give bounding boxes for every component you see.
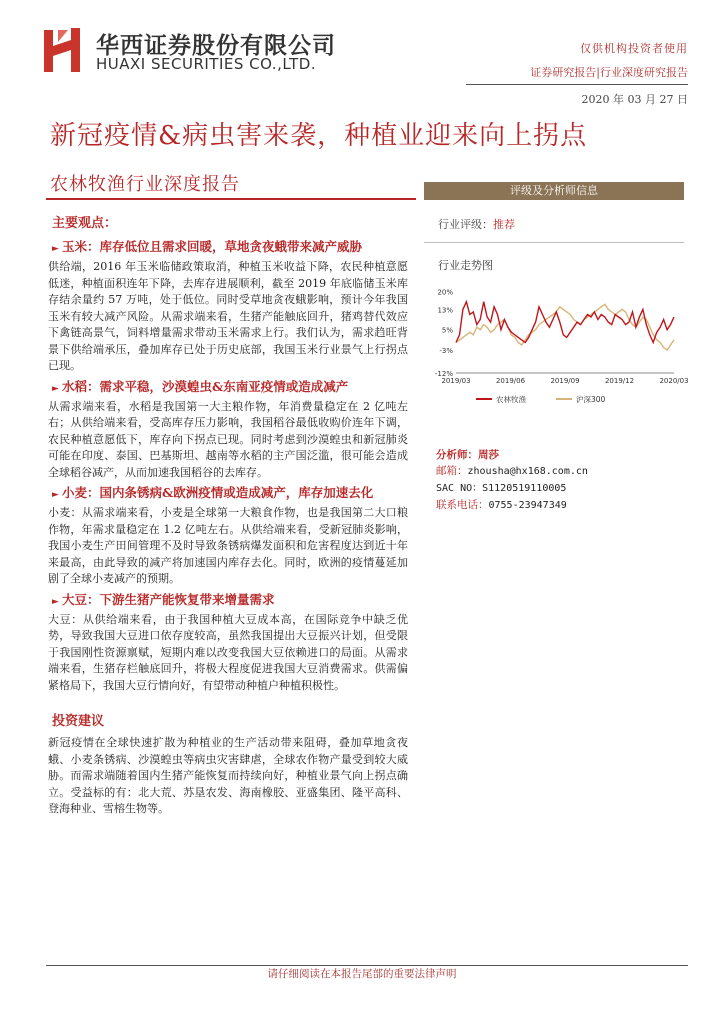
investor-tag: 仅供机构投资者使用 (580, 42, 688, 55)
industry-rating: 行业评级：推荐 (438, 218, 515, 231)
company-name-cn: 华西证券股份有限公司 (96, 33, 336, 59)
y-tick-label: -12% (434, 370, 453, 378)
x-tick-label: 2019/03 (441, 377, 471, 385)
sidebar-divider (424, 242, 684, 243)
legend-label: 沪深300 (576, 395, 606, 404)
rating-value: 推荐 (493, 218, 515, 231)
x-tick-label: 2019/09 (550, 377, 580, 385)
analyst-info (436, 447, 684, 514)
analyst-name: 周莎 (478, 449, 499, 461)
company-name-en: HUAXI SECURITIES CO.,LTD. (96, 55, 317, 73)
triangle-bullet-icon: ► (52, 244, 59, 254)
sidebar-header: 评级及分析师信息 (424, 182, 684, 200)
subtitle-divider (46, 198, 416, 200)
analyst-sac: S1120519110005 (482, 483, 567, 494)
trend-chart-label: 行业走势图 (438, 259, 493, 272)
analyst-row: 分析师：周莎 (436, 449, 499, 461)
point-heading-wheat: ► 小麦：国内条锈病&欧洲疫情或造成减产，库存加速去化 (48, 483, 408, 505)
email-row: 邮箱：zhousha@hx168.com.cn (436, 465, 588, 477)
legend-label: 农林牧渔 (496, 395, 526, 404)
point-body-soybean: 大豆：从供给端来看，由于我国种植大豆成本高，在国际竞争中缺乏优势，导致我国大豆进口依存度较高，虽然我国提出大豆振兴计划，但受限于我国刚性资源禀赋，短期内难以改变我国大豆依赖进口的局面。从需求端来看，生猪存栏触底回升，将极大程度促进我国大豆消费需求。供需偏紧格局下，我国大豆行情向好，有望带动种植户种植积极性。 (48, 612, 408, 692)
main-views-heading: 主要观点： (52, 216, 118, 231)
header-divider (466, 84, 688, 85)
huaxi-logo-icon (44, 28, 84, 72)
y-tick-label: -3% (439, 347, 453, 356)
analyst-phone: 0755-23947349 (488, 500, 567, 511)
report-type-tag: 证券研究报告|行业深度研究报告 (530, 66, 688, 79)
sidebar (424, 182, 689, 514)
point-heading-rice: ► 水稻：需求平稳，沙漠蝗虫&东南亚疫情或造成减产 (48, 377, 408, 399)
investment-heading: 投资建议 (52, 714, 105, 729)
report-date: 2020 年 03 月 27 日 (581, 93, 688, 106)
trend-chart (426, 281, 689, 425)
investment-body: 新冠疫情在全球快速扩散为种植业的生产活动带来阻碍，叠加草地贪夜蛾、小麦条锈病、沙漠蝗虫等病虫灾害肆虐，全球农作物产量受到较大威胁。而需求端随着国内生猪产能恢复而持续向好，种植业景气向上拐点确立。受益标的有：北大荒、苏垦农发、海南橡胶、亚盛集团、隆平高科、登海种业、雪榕生物等。 (48, 736, 408, 815)
point-heading-corn: ► 玉米：库存低位且需求回暖，草地贪夜蛾带来减产威胁 (48, 237, 408, 259)
x-tick-label: 2019/06 (495, 377, 526, 385)
triangle-bullet-icon: ► (52, 596, 59, 607)
triangle-bullet-icon: ► (52, 383, 59, 394)
series-line (456, 302, 674, 343)
point-body-wheat: 小麦：从需求端来看，小麦是全球第一大粮食作物，也是我国第二大口粮作物，年需求量稳定在 1.2 亿吨左右。从供给端来看，受新冠肺炎影响，我国小麦生产田间管理不及时导致条锈病爆发面积和危害程度达到近十年来最高，由此导致的减产将加速国内库存去化。同时，欧洲的疫情蔓延加剧了全球小麦减产的预期。 (48, 506, 408, 585)
point-body-corn: 供给端，2016 年玉米临储政策取消，种植玉米收益下降，农民种植意愿低迷，种植面积连年下降，去库存进展顺利，截至 2019 年底临储玉米库存结余量约 57 万吨，处于低位。同时受草地贪夜蛾影响，预计今年我国玉米有较大减产风险。从需求端来看，生猪产能触底回升，猪鸡替代效应下禽链高景气，饲料增量需求带动玉米需求上行。我们认为，需求趋旺背景下供给端承压，叠加库存已处于历史底部，我国玉米行业景气上行拐点已现。 (48, 260, 408, 372)
analyst-email: zhousha@hx168.com.cn (467, 466, 588, 477)
y-tick-label: 13% (437, 306, 453, 315)
legal-notice: 请仔细阅读在本报告尾部的重要法律声明 (267, 968, 457, 980)
phone-row: 联系电话：0755-23947349 (436, 499, 567, 511)
x-tick-label: 2019/12 (604, 377, 635, 385)
y-tick-label: 20% (437, 288, 453, 297)
report-title: 新冠疫情&病虫害来袭，种植业迎来向上拐点 (50, 121, 588, 151)
point-body-rice: 从需求端来看，水稻是我国第一大主粮作物，年消费量稳定在 2 亿吨左右；从供给端来看，受高库存压力影响，我国稻谷最低收购价连年下调，农民种植意愿低下，库存向下拐点已现。同时考虑到沙漠蝗虫和新冠肺炎可能在印度、泰国、巴基斯坦、越南等水稻的主产国泛滥，很可能会造成全球稻谷减产，从而加速我国稻谷的去库存。 (48, 399, 408, 479)
report-subtitle: 农林牧渔行业深度报告 (50, 174, 240, 195)
x-tick-label: 2020/03 (659, 377, 689, 385)
main-content (48, 212, 408, 818)
y-tick-label: 5% (441, 326, 453, 335)
trend-chart-svg (426, 281, 689, 421)
sac-row: SAC NO：S1120519110005 (436, 483, 567, 494)
triangle-bullet-icon: ► (52, 490, 59, 500)
point-heading-soybean: ► 大豆：下游生猪产能恢复带来增量需求 (48, 590, 408, 612)
series-line (456, 304, 674, 350)
